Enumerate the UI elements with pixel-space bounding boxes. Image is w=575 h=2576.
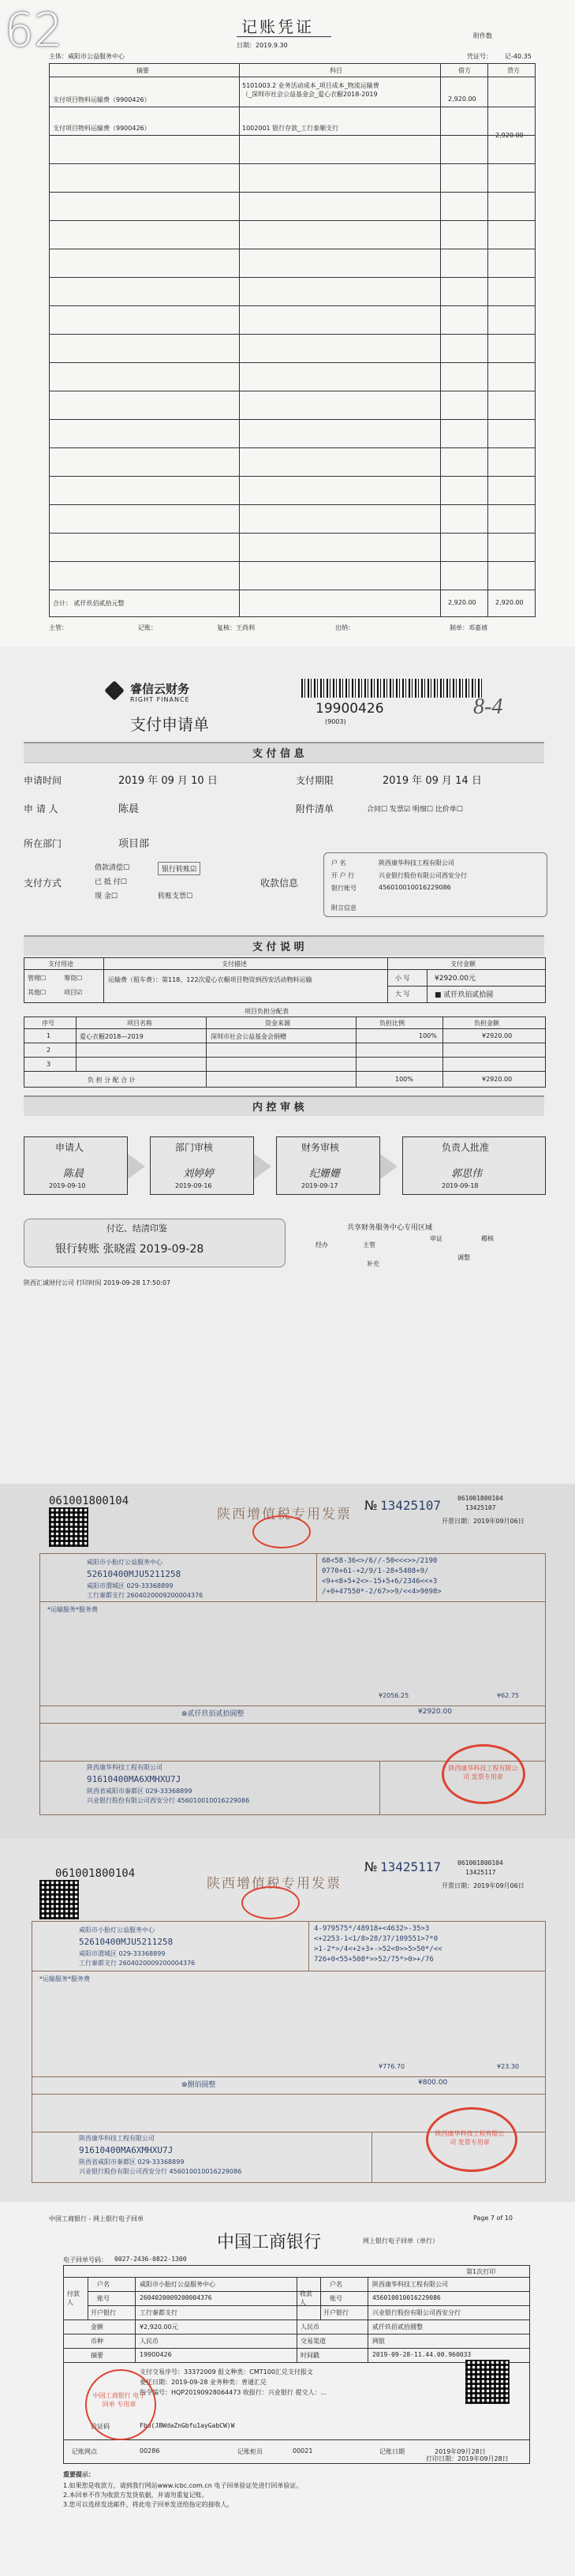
flow-step-4-title: 负责人批准 [442,1142,490,1153]
payment-footer-note: 陕西汇诚财付公司 打印时间 2019-09-28 17:50:07 [24,1279,171,1286]
big-amount: ■ 贰仟玖佰贰拾圆 [435,991,494,999]
alloc-r1-source: 深圳市社会公益基金会捐赠 [211,1033,286,1040]
inv2-seller-tax: 91610400MA6XMHXU7J [79,2145,174,2155]
inv1-buyer-name: 咸阳市小胎灯公益服务中心 [87,1559,162,1566]
receipt-no: 0027-2436-0822-1300 [114,2256,187,2263]
flow-step-2-name: 刘婷婷 [183,1168,215,1180]
inv2-seller-addr: 陕西省咸阳市秦都区 029-33368899 [79,2159,185,2166]
voucher-row-1-debit: 2,920.00 [448,95,476,103]
flow-step-2-date: 2019-09-16 [175,1182,212,1189]
bottom-label-2: 00286 [140,2447,160,2454]
inv1-no: 13425107 [380,1498,442,1513]
summary-label: 摘要 [91,2352,103,2359]
note-2: 2.本回单不作为收款方发货依据，并请勿重复记账。 [63,2492,208,2499]
payee-bank-label: 开户银行 [323,2309,349,2316]
payee-account: 456010010016229086 [372,2294,441,2301]
header-summary: 摘要 [136,67,149,74]
flow-step-1-name: 陈晨 [63,1168,84,1180]
inv2-date: 开票日期：2019年09月06日 [442,1882,525,1889]
inv2-buyer-name: 咸阳市小胎灯公益服务中心 [79,1926,155,1934]
receipt-stamp-text: 中国工商银行 电子回单 专用章 [92,2392,146,2408]
payer-bank: 工行秦都支行 [140,2309,177,2316]
trade-label: 交易渠道 [301,2338,326,2345]
pay-stamp-title: 付讫、结清印鉴 [106,1223,167,1234]
amount-label: 金额 [91,2323,103,2331]
inv1-no-right: 061001800104 [457,1495,503,1502]
purpose-label: 支付用途 [48,960,73,968]
postscript: 支付交易序号：33372009 报文种类：CMT100汇兑支付报文 委托日期：2019-09-28 业务种类：普通汇兑 指令编号：HQP20190928064473 收报行：兴业银行 提交人：... [140,2368,327,2396]
share-item-5: 补充 [367,1260,379,1267]
currency-value: 人民币 [140,2338,159,2345]
inv2-buyer-tax: 52610400MJU5211258 [79,1937,174,1947]
apply-time: 2019 年 09 月 10 日 [118,775,218,787]
payment-title: 支付申请单 [130,715,209,734]
summary-value: 19900426 [140,2351,172,2358]
receipt-header-left: 中国工商银行 - 网上银行电子回单 [49,2215,144,2222]
time-label: 时间戳 [301,2352,319,2359]
inv2-seller-bank: 兴业银行股份有限公司西安分行 456010010016229086 [79,2168,242,2175]
page-number: 62 [5,3,63,57]
inv1-no-prefix: № [364,1498,378,1513]
voucher-row-line [50,277,535,278]
share-item-2: 主管 [363,1241,375,1249]
inv2-no-prefix: № [364,1859,378,1874]
barcode [301,679,483,698]
payment-page [0,647,575,1484]
inv1-title: 陕西增值税专用发票 [217,1507,352,1522]
voucher-row-line [50,220,535,221]
printed-label: 第1次打印 [466,2268,496,2275]
inv1-seller-name: 陕西康华科技工程有限公司 [87,1764,162,1771]
receipt-bank-sub: 网上银行电子回单（单行） [363,2237,439,2245]
brand-logo-icon [104,680,125,701]
serial-label: 验证码 [91,2423,110,2430]
voucher-row-line [50,504,535,505]
purpose-1: 管理☐ [28,975,47,982]
arrow-icon [380,1154,398,1179]
payer-account-label: 账号 [97,2295,110,2302]
inv2-total-small: ¥800.00 [418,2079,448,2087]
flow-step-4-name: 郭思伟 [451,1168,483,1180]
bottom-label-4: 00021 [293,2447,313,2454]
voucher-row-1-subject: 5101003.2 业务活动成本_项目成本_物流运输费 （_深圳市社会公益基金会_爱心衣橱2018-2019 [242,82,379,98]
inv1-seller-tax: 91610400MA6XMHXU7J [87,1774,181,1784]
pay-method-label: 支付方式 [24,878,62,889]
pay-method-5: 转账支票☐ [158,893,193,900]
barcode-number: 19900426 [316,701,384,717]
handwritten-note: 8-4 [473,695,503,719]
purpose-2: 筹资☐ [64,975,83,982]
big-label: 大 写 [395,990,410,998]
voucher-no: 记-40.35 [505,53,532,60]
receipt-no-label: 电子回单号码： [63,2256,107,2263]
payer-account: 2604020009200004376 [140,2294,212,2301]
purpose-3: 其他☐ [28,989,47,996]
alloc-r1-ratio: 100% [419,1032,437,1039]
desc-table [24,957,546,1003]
notes-title: 重要提示： [63,2471,95,2478]
pay-method-2: 已 抵 付☐ [95,878,127,886]
payee-name: 陕西康华科技工程有限公司 [379,859,454,867]
amount-big-label: 人民币 [301,2323,319,2331]
voucher-row-2-subject: 1002001 银行存款_工行泰顺支行 [242,125,339,132]
bottom-label-6: 2019年09月28日 [435,2448,486,2455]
inv1-buyer-addr: 咸阳市渭城区 029-33368899 [87,1582,174,1589]
amount-big: 贰仟玖佰贰拾圆整 [372,2323,423,2331]
payee-label: 收款信息 [260,878,299,889]
alloc-r1-no: 1 [47,1032,51,1039]
voucher-row-line [50,135,535,136]
inv2-seller-name: 陕西康华科技工程有限公司 [79,2135,155,2142]
applicant-value: 陈晨 [118,803,140,815]
inv2-total-big: ⊗捌佰圆整 [181,2081,216,2089]
share-item-6: 调整 [457,1254,470,1261]
inv2-buyer-addr: 咸阳市渭城区 029-33368899 [79,1950,166,1957]
payer-label: 付款人 [67,2290,80,2306]
note-3: 3.您可以选择发送邮件，将此电子回单发送给指定的接收人。 [63,2501,233,2508]
dept-value: 项目部 [118,838,150,850]
alloc-table [24,1017,546,1088]
amount-value: ¥2,920.00元 [140,2323,178,2331]
payee-name-label: 户名 [330,2281,342,2288]
note-1: 1.如果您是收款方，请到我行网站www.icbc.com.cn 电子回单验证处进行回单验证。 [63,2482,303,2489]
alloc-r1-amount: ¥2920.00 [482,1032,513,1039]
voucher-row-line [50,163,535,164]
inv2-code: 061001800104 [55,1867,136,1880]
invoice-1-page [0,1484,575,1839]
alloc-h-amount: 负担金额 [474,1020,499,1027]
payer-name-label: 户名 [97,2281,110,2288]
inv1-buyer-bank: 工行秦都支行 2604020009200004376 [87,1592,203,1599]
brand-name-en: RIGHT FINANCE [130,696,190,703]
section-info-title: 支 付 信 息 [252,748,304,760]
payee-account-label: 账号 [330,2295,342,2302]
receipt-bank: 中国工商银行 [217,2232,322,2252]
inv2-cipher: 4-979575*/48918+<4632>-35>3 <+2253-1<1/8>28/37/109551>7*0 >1-2*>/4<+2+3+->52<0>>5>50*/<< 726+0<55+508*>>52/75*>0>+/76 [314,1925,442,1964]
qr-code-icon [39,1880,79,1919]
section-audit-title: 内 控 审 核 [252,1102,304,1114]
pay-deadline-label: 支付期限 [296,775,334,786]
alloc-h-no: 序号 [42,1020,54,1027]
small-amount: ¥2920.00元 [435,975,476,983]
flow-step-3-title: 财务审核 [301,1142,340,1153]
header-credit: 贷方 [507,67,520,74]
pay-method-3: 现 金☐ [95,893,118,900]
barcode-sub: (9003) [325,718,346,725]
voucher-no-label: 凭证号： [467,53,492,60]
voucher-row-line [50,192,535,193]
inv1-seller-bank: 兴业银行股份有限公司西安分行 456010010016229086 [87,1797,250,1804]
inv1-seller-addr: 陕西省咸阳市秦都区 029-33368899 [87,1788,192,1795]
invoice-2-page [0,1839,575,2202]
inv2-amount: ¥776.70 [379,2063,405,2070]
payee-account-label: 银行账号 [331,885,357,892]
inv2-no-right: 061001800104 [457,1859,503,1866]
flow-step-1-title: 申请人 [55,1142,84,1153]
alloc-r2-no: 2 [47,1046,51,1054]
alloc-total-ratio: 100% [395,1076,413,1083]
inv2-stamp-text: 陕西康华科技工程有限公司 发票专用章 [435,2130,505,2146]
payee-name: 陕西康华科技工程有限公司 [372,2281,448,2288]
voucher-row-1-summary: 支付项目物料运输费（9900426） [53,96,151,103]
amount-label: 支付金额 [450,960,476,968]
receipt-footer-time: 打印日期：2019年09月28日 [426,2455,509,2462]
desc-value: 运输费（租车费）：第118、122次爱心衣橱项目物资到西安活动物料运输 [108,976,312,983]
note-label: 附言信息 [331,904,357,912]
voucher-title: 记账凭证 [241,17,314,36]
voucher-row-line [50,561,535,562]
inv1-amount: ¥2056.25 [379,1692,409,1699]
voucher-date: 日期：2019.9.30 [237,42,288,49]
bottom-label-3: 记账柜员 [237,2448,263,2455]
arrow-icon [254,1154,271,1179]
inv1-total-small: ¥2920.00 [418,1708,452,1716]
voucher-row-line [50,334,535,335]
inv2-no: 13425117 [380,1859,442,1874]
voucher-row-line [50,447,535,448]
small-label: 小 写 [395,975,410,982]
currency-label: 币种 [91,2338,103,2345]
payee-bank-label: 开 户 行 [331,872,355,879]
payer-bank-label: 开户银行 [91,2309,116,2316]
applicant-label: 申 请 人 [24,803,58,814]
alloc-h-source: 资金来源 [265,1020,290,1027]
voucher-page [0,0,575,647]
inv1-buyer-tax: 52610400MJU5211258 [87,1569,181,1579]
share-title: 共享财务服务中心专用区域 [347,1224,433,1232]
section-desc-title: 支 付 说 明 [252,942,304,953]
inv2-title: 陕西增值税专用发票 [207,1876,342,1892]
voucher-footer-bookkeeper: 记账： [138,624,157,631]
inv2-item: *运输服务*服务费 [39,1975,90,1983]
inv1-tax: ¥62.75 [497,1692,519,1699]
inv1-code: 061001800104 [49,1495,129,1507]
payer-name: 咸阳市小胎灯公益服务中心 [140,2281,215,2288]
inv1-no-right2: 13425107 [465,1504,496,1511]
inv1-total-big: ⊗贰仟玖佰贰拾圆整 [181,1710,245,1718]
payee-name-label: 户 名 [331,859,346,867]
desc-label: 支付描述 [222,960,247,968]
voucher-unit: 主体：咸阳市公益服务中心 [49,53,125,60]
alloc-r3-no: 3 [47,1061,51,1068]
receipt-qr-code-icon [465,2360,510,2404]
alloc-title: 项目负担分配表 [245,1008,289,1015]
voucher-footer-supervisor: 主管： [49,624,68,631]
alloc-total-amount: ¥2920.00 [482,1076,513,1083]
voucher-row-line [50,305,535,306]
alloc-h-ratio: 负担比例 [379,1020,405,1027]
attachments-value: 合同☐ 发票☑ 明细☐ 比价单☐ [367,806,463,814]
payee-label: 收款人 [300,2290,312,2306]
flow-step-4-date: 2019-09-18 [442,1182,479,1189]
serial-value: Fbu(JBWdaZnGbfu1ayGabCW)W [140,2422,235,2429]
bottom-label-1: 记账网点 [72,2448,97,2455]
alloc-r1-name: 爱心衣橱2018—2019 [80,1033,144,1040]
voucher-row-line [50,362,535,363]
inv2-buyer-bank: 工行秦都支行 2604020009200004376 [79,1960,196,1967]
inv1-item: *运输服务*服务费 [47,1606,98,1613]
payee-bank: 兴业银行股份有限公司西安分行 [372,2309,461,2316]
inv2-tax: ¥23.30 [497,2063,519,2070]
share-item-4: 稽核 [481,1235,494,1242]
voucher-table [49,63,536,617]
voucher-number-label: 附件数 [473,32,492,39]
voucher-footer-cashier: 出纳： [335,624,354,631]
voucher-row-2-summary: 支付项目物料运输费（9900426） [53,125,151,132]
pay-deadline: 2019 年 09 月 14 日 [383,775,482,787]
alloc-h-name: 项目名称 [127,1020,152,1027]
inv1-cipher: 68<58-36<>/6//-50<<<>>/2190 0770+61-+2/9/1-28+5408+9/ <9+<8+5+2<>-15+5+6/2346<<+3 /+0+47550*-2/67>>9/<<4>9098> [322,1557,442,1596]
voucher-total-debit: 2,920.00 [448,599,476,606]
pay-method-1: 借款清偿☐ [95,864,130,872]
alloc-total-label: 负 担 分 配 合 计 [88,1076,136,1084]
voucher-footer-reviewer: 复核：王尚利 [217,624,255,631]
inv2-title-stamp [241,1886,300,1919]
voucher-row-line [50,419,535,420]
voucher-row-line [50,476,535,477]
voucher-total-credit: 2,920.00 [495,599,524,606]
inv1-title-stamp [252,1515,311,1548]
voucher-row-line [50,533,535,534]
pay-method-4: 银行转账☑ [158,862,200,875]
payee-bank: 兴业银行股份有限公司西安分行 [379,872,467,879]
trade-value: 网银 [372,2338,385,2345]
flow-step-1-date: 2019-09-10 [49,1182,86,1189]
header-debit: 借方 [458,67,471,74]
voucher-total-label: 合计： 贰仟玖佰贰拾元整 [53,600,125,607]
time-value: 2019-09-28-11.44.00.960033 [372,2351,472,2358]
inv2-no-right2: 13425117 [465,1869,496,1876]
arrow-icon [128,1154,145,1179]
pay-stamp-value: 银行转账 张晓霞 2019-09-28 [55,1243,204,1256]
apply-time-label: 申请时间 [24,775,62,786]
inv1-stamp-text: 陕西康华科技工程有限公司 发票专用章 [448,1765,518,1780]
flow-step-3-date: 2019-09-17 [301,1182,338,1189]
brand-name: 睿信云财务 [130,682,190,696]
dept-label: 所在部门 [24,838,62,849]
flow-step-2-title: 部门审核 [175,1142,214,1153]
attachments-label: 附件清单 [296,803,334,814]
receipt-page [0,2202,575,2576]
receipt-header-right: Page 7 of 10 [473,2215,513,2222]
voucher-footer-maker: 制单：邓嘉禧 [450,624,487,631]
share-item-3: 审证 [430,1235,442,1242]
header-subject: 科目 [330,67,342,74]
inv1-date: 开票日期：2019年09月06日 [442,1518,525,1525]
purpose-4: 项目☑ [64,989,83,996]
bottom-label-5: 记账日期 [379,2448,405,2455]
qr-code-icon [49,1507,88,1547]
flow-step-3-name: 纪姗姗 [309,1168,341,1180]
share-item-1: 经办 [316,1241,328,1249]
payee-account: 456010010016229086 [379,884,451,891]
